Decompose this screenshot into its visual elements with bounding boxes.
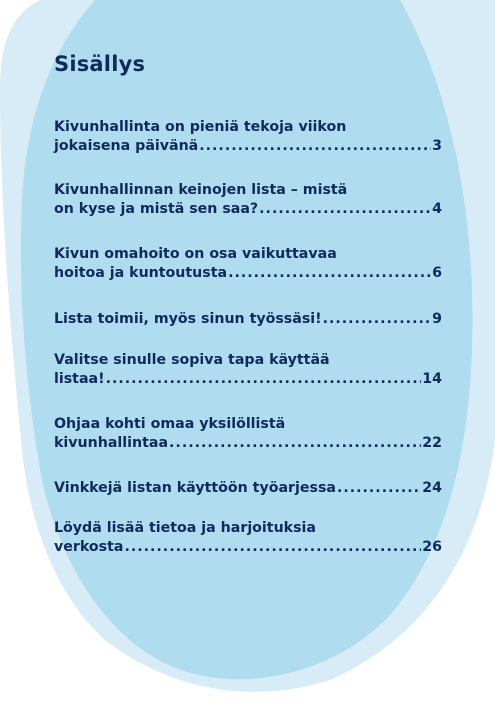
toc-page-number: 4 [432,201,442,217]
toc-entry[interactable] [54,519,442,557]
toc-entry[interactable] [54,118,442,156]
toc-page-number: 22 [422,435,442,451]
toc-entry-title-line2: verkosta [54,539,124,555]
dot-leader [228,264,431,283]
toc-entry-title-line2: kivunhallintaa [54,435,169,451]
dot-leader [323,310,432,329]
toc-entry[interactable] [54,310,442,329]
toc-page-number: 9 [432,311,442,327]
toc-page-number: 14 [422,371,442,387]
toc-page-number: 3 [432,138,442,154]
toc-entry-title-line2: on kyse ja mistä sen saa? [54,201,259,217]
toc-page-number: 6 [432,265,442,281]
toc-entry-title-line1: Kivun omahoito on osa vaikuttavaa [54,246,337,262]
dot-leader [106,370,422,389]
toc-entry[interactable] [54,351,442,389]
toc-entry-title-line2: listaa! [54,371,105,387]
toc-entry-title-line1: Kivunhallinnan keinojen lista – mistä [54,182,348,198]
toc-entry-title-line2: jokaisena päivänä [54,138,199,154]
toc-entry-title: Lista toimii, myös sinun työssäsi! [54,311,322,327]
toc-entry[interactable] [54,181,442,219]
toc-entry-title-line1: Ohjaa kohti omaa yksilöllistä [54,416,286,432]
toc-entry[interactable] [54,415,442,453]
toc-entry[interactable] [54,479,442,498]
toc-entry-title: Vinkkejä listan käyttöön työarjessa [54,480,336,496]
dot-leader [199,137,431,156]
toc-entry-title-line1: Valitse sinulle sopiva tapa käyttää [54,352,330,368]
toc-entry-title-line1: Kivunhallinta on pieniä tekoja viikon [54,119,347,135]
toc-entry-title-line2: hoitoa ja kuntoutusta [54,265,228,281]
dot-leader [169,434,421,453]
toc-entry[interactable] [54,245,442,283]
dot-leader [259,200,431,219]
page-title: Sisällys [54,52,146,76]
toc-page-number: 24 [422,480,442,496]
toc-entry-title-line1: Löydä lisää tietoa ja harjoituksia [54,520,316,536]
toc-page-number: 26 [422,539,442,555]
dot-leader [124,538,421,557]
background-blob-main [21,0,473,679]
dot-leader [337,479,421,498]
